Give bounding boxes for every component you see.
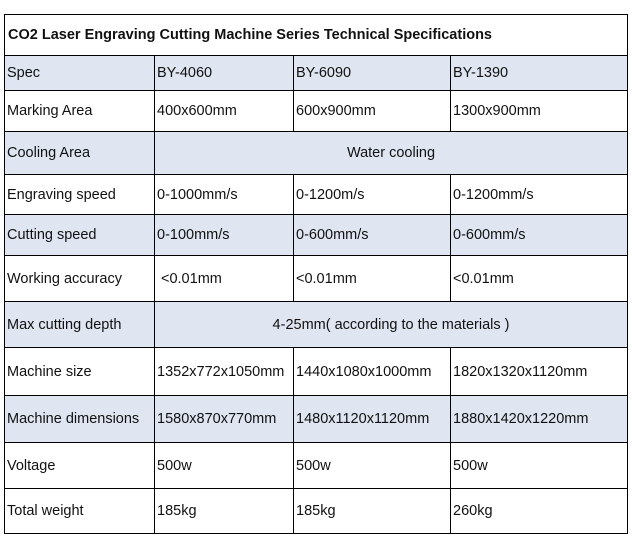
row-label: Machine size [5,348,155,396]
table-row-voltage [5,443,628,489]
row-label: Voltage [5,443,155,489]
cell-value: 185kg [294,489,451,534]
cell-value: 500w [294,443,451,489]
row-label: Cooling Area [5,132,155,175]
cell-value: 0-1200m/s [294,175,451,215]
title-row [5,15,628,56]
row-label: Marking Area [5,91,155,132]
model-header: BY-6090 [294,56,451,91]
cell-value: 185kg [155,489,294,534]
cell-value: 1580x870x770mm [155,396,294,443]
table-row-cooling-area [5,132,628,175]
cell-value: <0.01mm [451,256,628,302]
spec-table [4,14,628,534]
cell-value: 500w [451,443,628,489]
row-label: Working accuracy [5,256,155,302]
cell-value: 260kg [451,489,628,534]
row-label: Engraving speed [5,175,155,215]
spec-header-label: Spec [5,56,155,91]
row-label: Max cutting depth [5,302,155,348]
table-row-marking-area [5,91,628,132]
cell-value: 0-600mm/s [451,215,628,256]
table-row-cutting-speed [5,215,628,256]
merged-cell-value: 4-25mm( according to the materials ) [155,302,628,348]
table-row-machine-size [5,348,628,396]
table-header-row [5,56,628,91]
table-title: CO2 Laser Engraving Cutting Machine Series Technical Specifications [5,15,628,56]
cell-value: 0-1200mm/s [451,175,628,215]
table-row-max-cutting-depth [5,302,628,348]
cell-value: 600x900mm [294,91,451,132]
cell-value: 1480x1120x1120mm [294,396,451,443]
cell-value: 1820x1320x1120mm [451,348,628,396]
cell-value: 1300x900mm [451,91,628,132]
row-label: Total weight [5,489,155,534]
model-header: BY-1390 [451,56,628,91]
table-row-total-weight [5,489,628,534]
cell-value: 500w [155,443,294,489]
row-label: Machine dimensions [5,396,155,443]
table-row-working-accuracy [5,256,628,302]
merged-cell-value: Water cooling [155,132,628,175]
table-row-machine-dimensions [5,396,628,443]
cell-value: 1352x772x1050mm [155,348,294,396]
table-row-engraving-speed [5,175,628,215]
cell-value: 400x600mm [155,91,294,132]
cell-value: 0-100mm/s [155,215,294,256]
cell-value: 1880x1420x1220mm [451,396,628,443]
cell-value: <0.01mm [155,256,294,302]
cell-value: 0-600mm/s [294,215,451,256]
cell-value: 0-1000mm/s [155,175,294,215]
cell-value: 1440x1080x1000mm [294,348,451,396]
row-label: Cutting speed [5,215,155,256]
model-header: BY-4060 [155,56,294,91]
cell-value: <0.01mm [294,256,451,302]
